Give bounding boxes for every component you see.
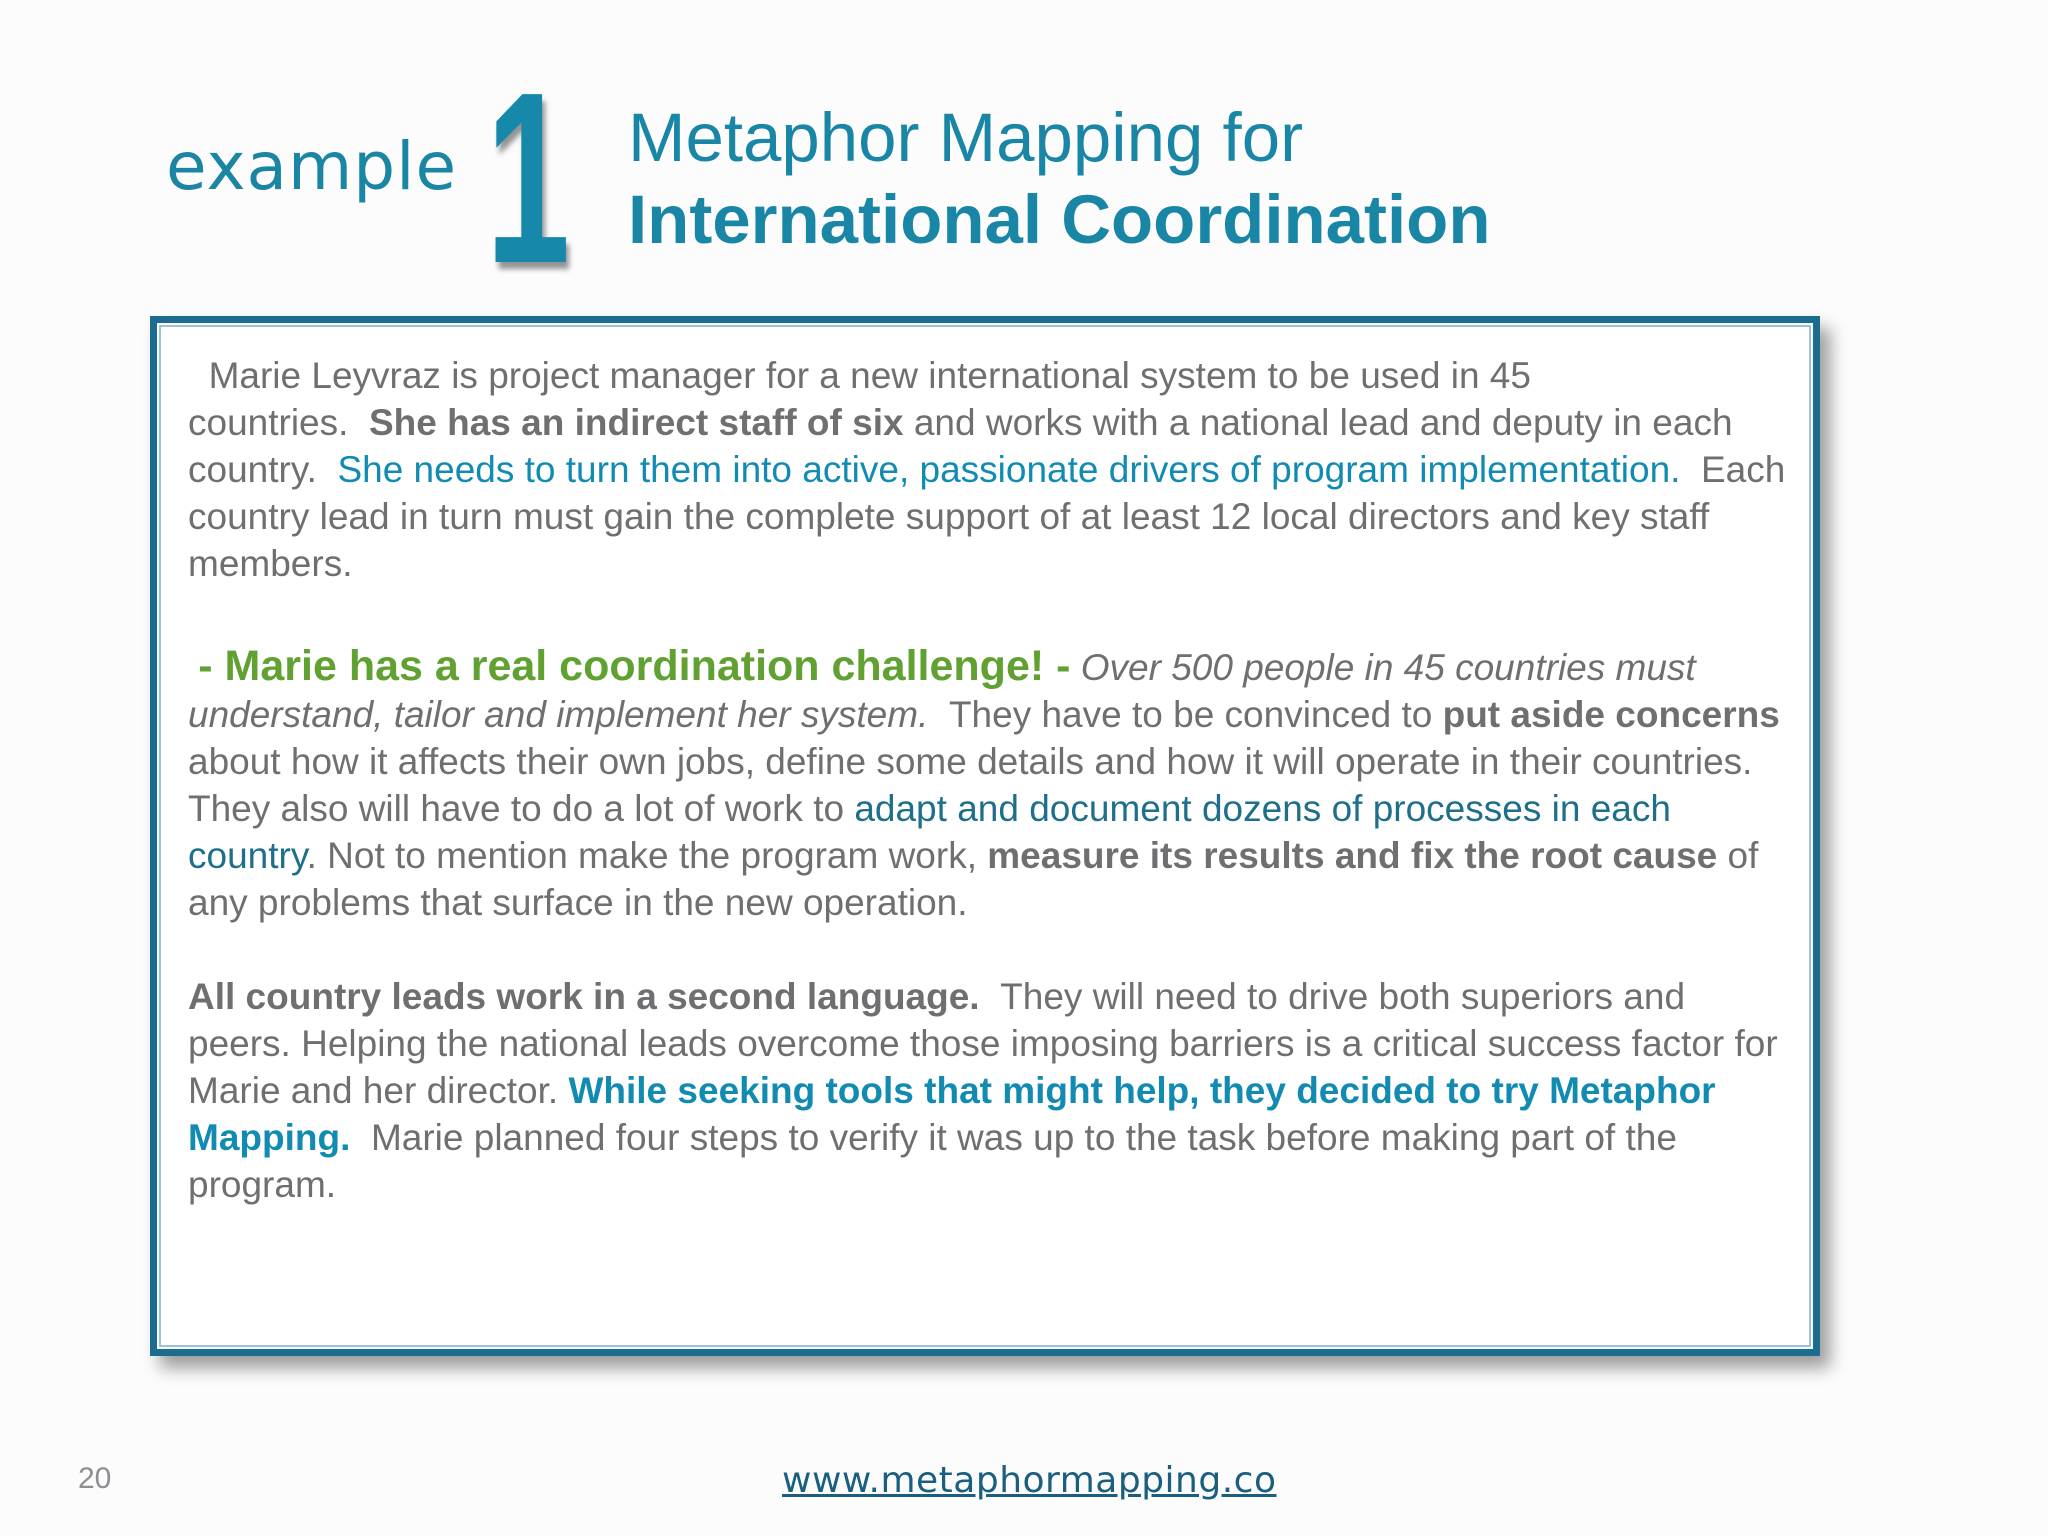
p1-s3: and works with a national lead and deputy in each country. (188, 402, 1733, 490)
p3-s3: While seeking tools that might help, they decided to try Metaphor Mapping. (188, 1070, 1716, 1158)
p1-s2: She has an indirect staff of six (368, 402, 904, 443)
p3-s4: Marie planned four steps to verify it was up to the task before making part of the program. (188, 1117, 1677, 1205)
p3-s1: All country leads work in a second language. (188, 976, 980, 1017)
p3-s2: They will need to drive both superiors and peers. Helping the national leads overcome those imposing barriers is a critical success factor for Marie and her director. (188, 976, 1778, 1111)
p2-s1: - Marie has a real coordination challenge! - (198, 642, 1071, 690)
p2-s4: put aside concerns (1442, 694, 1780, 735)
p2-s6: adapt and document dozens of processes in each country (188, 788, 1671, 876)
body-text (188, 352, 1788, 1208)
p2-s2: Over 500 people in 45 countries must understand, tailor and implement her system. (188, 647, 1696, 735)
p2-s8: measure its results and fix the root cause (987, 835, 1718, 876)
page-number: 20 (78, 1462, 112, 1495)
example-number: 1 (486, 41, 571, 314)
p1-s1: Marie Leyvraz is project manager for a new international system to be used in 45 countries. (188, 355, 1531, 443)
p2-s7: . Not to mention make the program work, (306, 835, 977, 876)
page-title-line1: Metaphor Mapping for (628, 99, 1304, 176)
paragraph-intro (188, 352, 1788, 587)
website-link[interactable]: www.metaphormapping.co (782, 1460, 1277, 1501)
p1-s4: She needs to turn them into active, passionate drivers of program implementation. (337, 449, 1681, 490)
p1-s5: Each country lead in turn must gain the complete support of at least 12 local directors and key staff members. (188, 449, 1786, 584)
p2-s9: of any problems that surface in the new operation. (188, 835, 1759, 923)
p2-s3: They have to be convinced to (948, 694, 1433, 735)
p2-s5: about how it affects their own jobs, define some details and how it will operate in their countries. They also will have to do a lot of work to (188, 741, 1753, 829)
paragraph-language (188, 973, 1788, 1208)
paragraph-challenge (188, 643, 1788, 926)
example-label: example (166, 128, 458, 205)
page-title-line2: International Coordination (628, 181, 1491, 258)
